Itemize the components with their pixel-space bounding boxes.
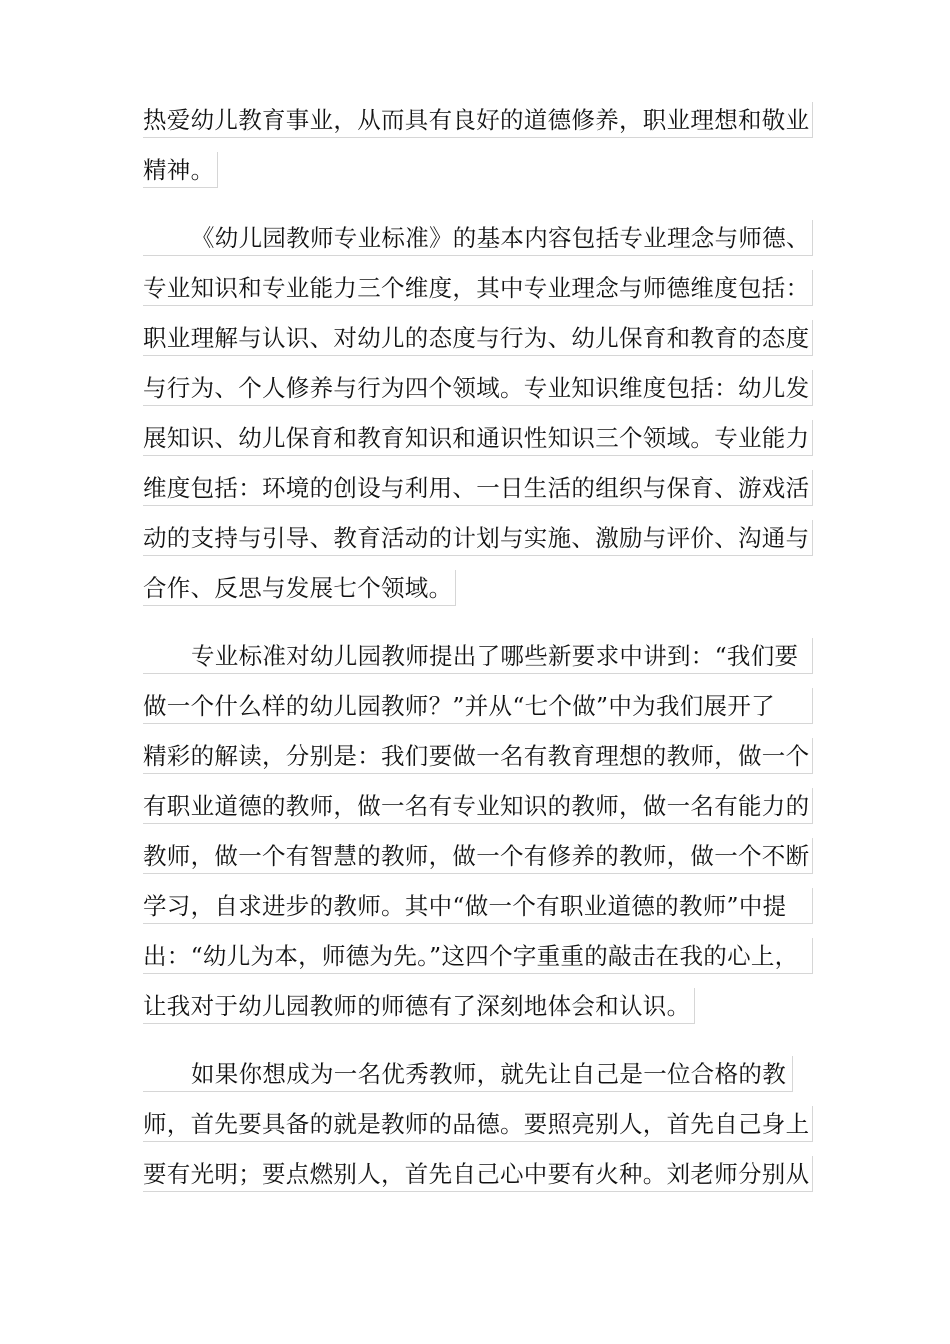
text-line: 与行为、个人修养与行为四个领域。专业知识维度包括：幼儿发 [143,370,813,406]
text-line: 展知识、幼儿保育和教育知识和通识性知识三个领域。专业能力 [143,420,813,456]
text-line: 学习，自求进步的教师。其中“做一个有职业道德的教师”中提 [143,888,813,924]
text-line: 维度包括：环境的创设与利用、一日生活的组织与保育、游戏活 [143,470,813,506]
text-line: 精神。 [143,152,218,188]
text-line: 热爱幼儿教育事业，从而具有良好的道德修养，职业理想和敬业 [143,102,813,138]
text-line: 合作、反思与发展七个领域。 [143,570,456,606]
text-line: 动的支持与引导、教育活动的计划与实施、激励与评价、沟通与 [143,520,813,556]
text-line: 专业知识和专业能力三个维度，其中专业理念与师德维度包括： [143,270,813,306]
text-line: 出：“幼儿为本，师德为先。”这四个字重重的敲击在我的心上， [143,938,813,974]
text-line: 职业理解与认识、对幼儿的态度与行为、幼儿保育和教育的态度 [143,320,813,356]
text-line: 专业标准对幼儿园教师提出了哪些新要求中讲到：“我们要 [143,638,813,674]
text-line: 做一个什么样的幼儿园教师？”并从“七个做”中为我们展开了 [143,688,813,724]
text-line: 让我对于幼儿园教师的师德有了深刻地体会和认识。 [143,988,695,1024]
text-line: 如果你想成为一名优秀教师，就先让自己是一位合格的教 [143,1056,793,1092]
text-line: 要有光明；要点燃别人，首先自己心中要有火种。刘老师分别从 [143,1156,813,1192]
text-line: 《幼儿园教师专业标准》的基本内容包括专业理念与师德、 [143,220,813,256]
text-line: 有职业道德的教师，做一名有专业知识的教师，做一名有能力的 [143,788,813,824]
text-line: 教师，做一个有智慧的教师，做一个有修养的教师，做一个不断 [143,838,813,874]
text-line: 师，首先要具备的就是教师的品德。要照亮别人，首先自己身上 [143,1106,813,1142]
text-line: 精彩的解读，分别是：我们要做一名有教育理想的教师，做一个 [143,738,813,774]
